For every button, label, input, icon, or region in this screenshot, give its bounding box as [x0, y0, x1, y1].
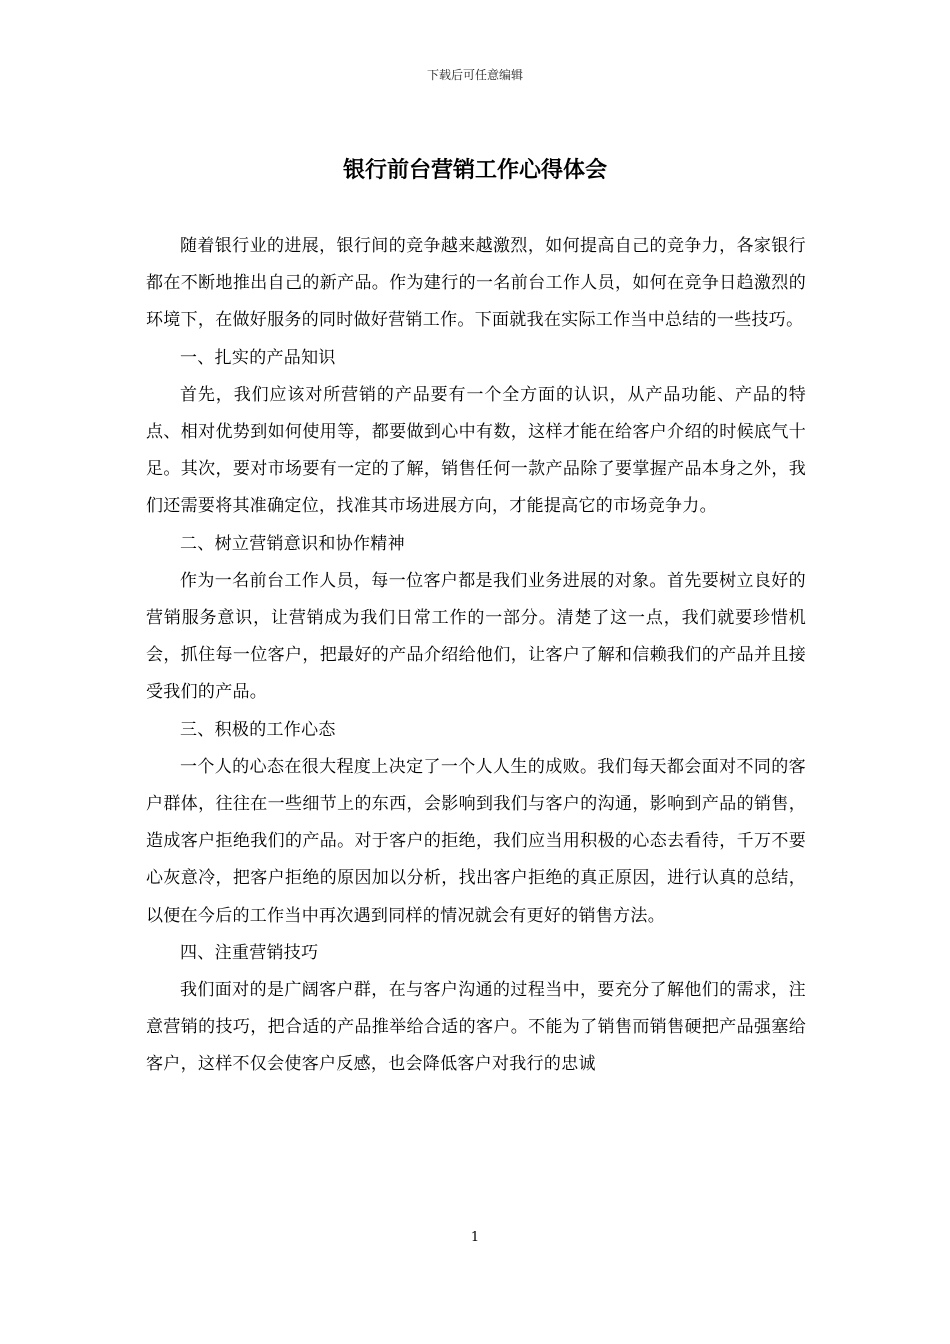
document-title: 银行前台营销工作心得体会: [342, 157, 607, 183]
intro-paragraph: 随着银行业的进展，银行间的竞争越来越激烈，如何提高自己的竞争力，各家银行都在不断地推出自己的新产品。作为建行的一名前台工作人员，如何在竞争日趋激烈的环境下，在做好服务的同时做好营销工作。下面就我在实际工作当中总结的一些技巧。: [146, 236, 806, 331]
page-header: 下载后可任意编辑: [426, 68, 523, 82]
section-heading-4: 四、注重营销技巧: [180, 942, 319, 963]
section-heading-2: 二、树立营销意识和协作精神: [180, 533, 405, 554]
section-heading-1: 一、扎实的产品知识: [180, 347, 336, 368]
section-paragraph-3: 一个人的心态在很大程度上决定了一个人人生的成败。我们每天都会面对不同的客户群体，往往在一些细节上的东西，会影响到我们与客户的沟通，影响到产品的销售，造成客户拒绝我们的产品。对于客户的拒绝，我们应当用积极的心态去看待，千万不要心灰意冷，把客户拒绝的原因加以分析，找出客户拒绝的真正原因，进行认真的总结，以便在今后的工作当中再次遇到同样的情况就会有更好的销售方法。: [146, 756, 806, 926]
section-paragraph-1: 首先，我们应该对所营销的产品要有一个全方面的认识，从产品功能、产品的特点、相对优势到如何使用等，都要做到心中有数，这样才能在给客户介绍的时候底气十足。其次，要对市场要有一定的了解，销售任何一款产品除了要掌握产品本身之外，我们还需要将其准确定位，找准其市场进展方向，才能提高它的市场竞争力。: [146, 384, 806, 517]
document-body: [146, 228, 806, 1084]
page-number: 1: [470, 1230, 480, 1245]
section-heading-3: 三、积极的工作心态: [180, 719, 336, 740]
section-paragraph-2: 作为一名前台工作人员，每一位客户都是我们业务进展的对象。首先要树立良好的营销服务意识，让营销成为我们日常工作的一部分。清楚了这一点，我们就要珍惜机会，抓住每一位客户，把最好的产品介绍给他们，让客户了解和信赖我们的产品并且接受我们的产品。: [146, 570, 806, 703]
section-paragraph-4: 我们面对的是广阔客户群，在与客户沟通的过程当中，要充分了解他们的需求，注意营销的技巧，把合适的产品推举给合适的客户。不能为了销售而销售硬把产品强塞给客户，这样不仅会使客户反感，也会降低客户对我行的忠诚: [146, 980, 806, 1075]
